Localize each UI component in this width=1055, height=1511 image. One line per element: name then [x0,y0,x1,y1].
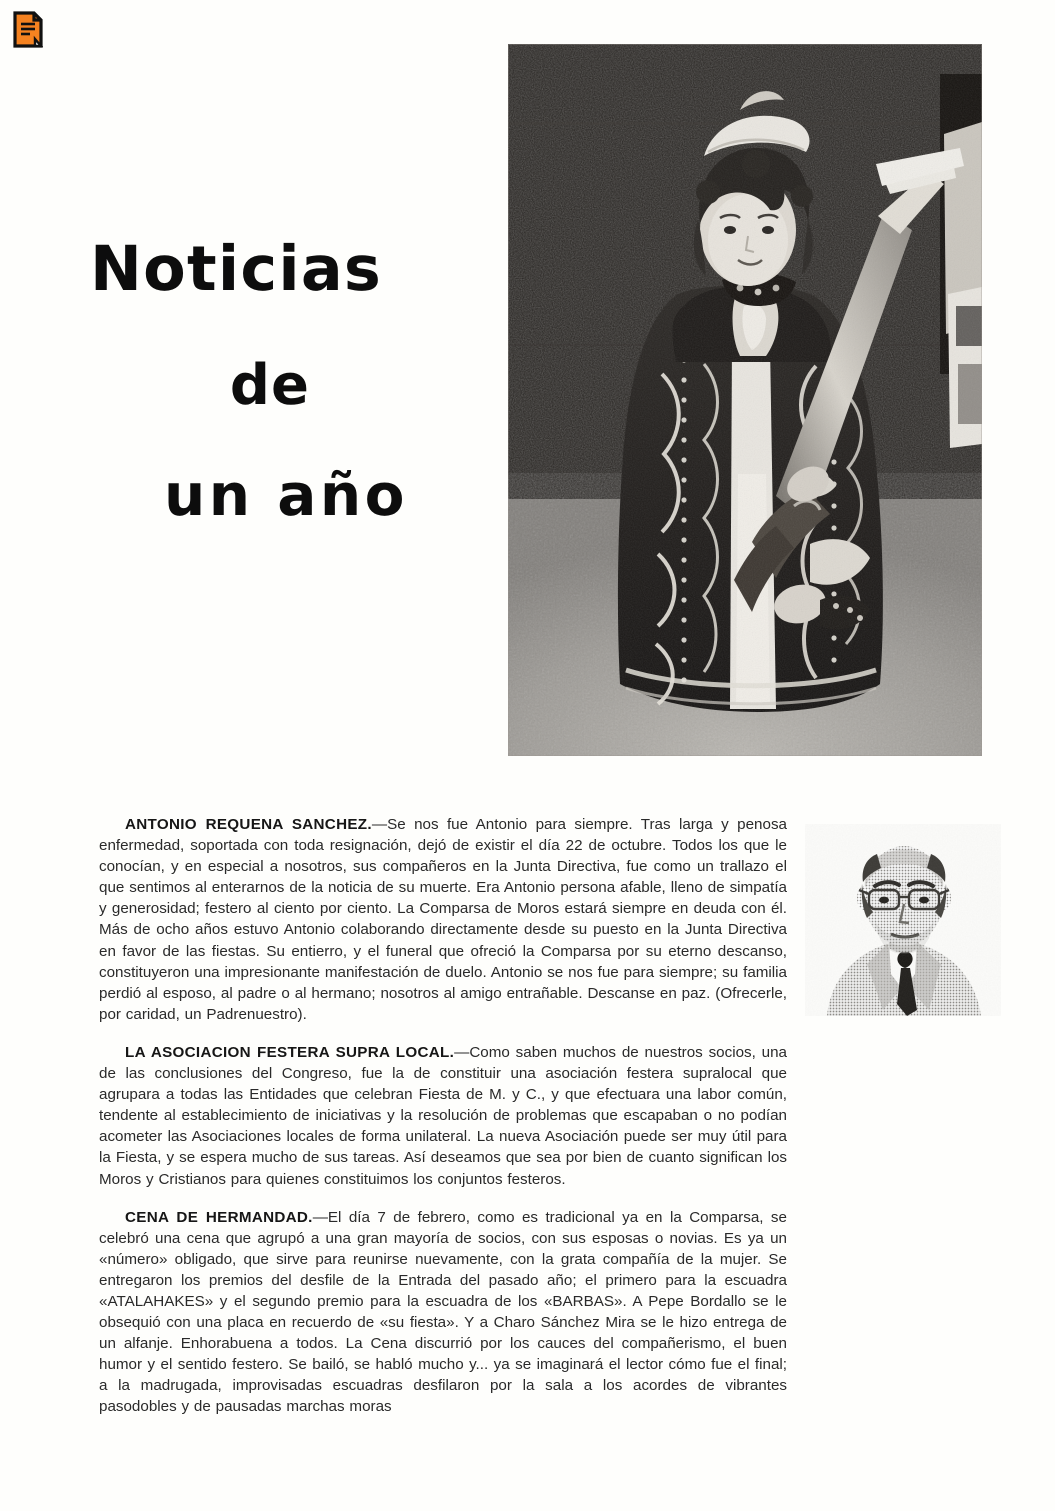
paragraph-cena-hermandad [99,1207,787,1418]
paragraph-asociacion-festera [99,1042,787,1190]
portrait-antonio-requena-sanchez [805,824,1001,1016]
paragraph-lead-2: CENA DE HERMANDAD. [125,1208,313,1226]
paragraph-text-1: —Como saben muchos de nuestros socios, una de las conclusiones del Congreso, fue la de constituir una asociación festera supralocal que agrupara a todas las Entidades que celebran Fiesta de M. y C., y que efectuara una labor común, tendente al establecimiento de iniciativas y la resolución de problemas que escapaban o no podían acometer las Asociaciones locales de forma unilateral. La nueva Asociación puede ser muy útil para la Fiesta, y se espera mucho de sus tareas. Así deseamos que sea por bien de cuanto significan los Moros y Cristianos para quienes constituimos los conjuntos festeros. [99,1043,787,1188]
headline-line-2: de [229,353,311,418]
headline-line-1: Noticias [90,232,383,305]
page-title [88,232,478,529]
paragraph-obituary [99,814,787,1025]
document-icon[interactable] [13,11,43,48]
headline-line-3: un año [164,461,408,529]
paragraph-lead-1: LA ASOCIACION FESTERA SUPRA LOCAL. [125,1043,455,1061]
paragraph-text-2: —El día 7 de febrero, como es tradicional ya en la Comparsa, se celebró una cena que agrupó a una gran mayoría de socios, con sus esposas o novias. Es ya un «número» obligado, que sirve para reunirse nuevamente, con la grata compañía de la mujer. Se entregaron los premios del desfile de la Entrada del pasado año; el primero para la escuadra «ATALAHAKES» y el segundo premio para la escuadra de los «BARBAS». A Pepe Bordallo se le obsequió con una placa en recuerdo de «su fiesta». Y a Charo Sánchez Mira se le hizo entrega de un alfanje. Enhorabuena a todos. La Cena discurrió por los cauces del compañerismo, el buen humor y el sentido festero. Se bailó, se habló mucho y... ya se imaginará el lector cómo fue el final; a la madrugada, improvisadas escuadras desfilaron por la sala a los acordes de vibrantes pasodobles y de pausadas marchas moras [99,1208,787,1416]
festival-costume-photo [508,44,982,756]
paragraph-text-0: —Se nos fue Antonio para siempre. Tras larga y penosa enfermedad, soportada con toda resignación, dejó de existir el día 22 de octubre. Todos los que le conocían, y en especial a nosotros, sus compañeros en la Junta Directiva, fue como un trallazo el que sentimos al enterarnos de la noticia de su muerte. Era Antonio persona afable, lleno de simpatía y generosidad; festero al ciento por ciento. La Comparsa de Moros estará siempre en deuda con él. Más de ocho años estuvo Antonio colaborando directamente desde su puesto en la Junta Directiva en favor de las fiestas. Su entierro, y el funeral que ofreció la Comparsa por su eterno descanso, constituyeron una impresionante manifestación de duelo. Antonio se nos fue para siempre; su familia perdió al esposo, al padre o al hermano; nosotros al amigo entrañable. Descanse en paz. (Ofrecerle, por caridad, un Padrenuestro). [99,816,787,1023]
paragraph-lead-0: ANTONIO REQUENA SANCHEZ. [125,816,372,833]
article-body [99,814,787,1418]
